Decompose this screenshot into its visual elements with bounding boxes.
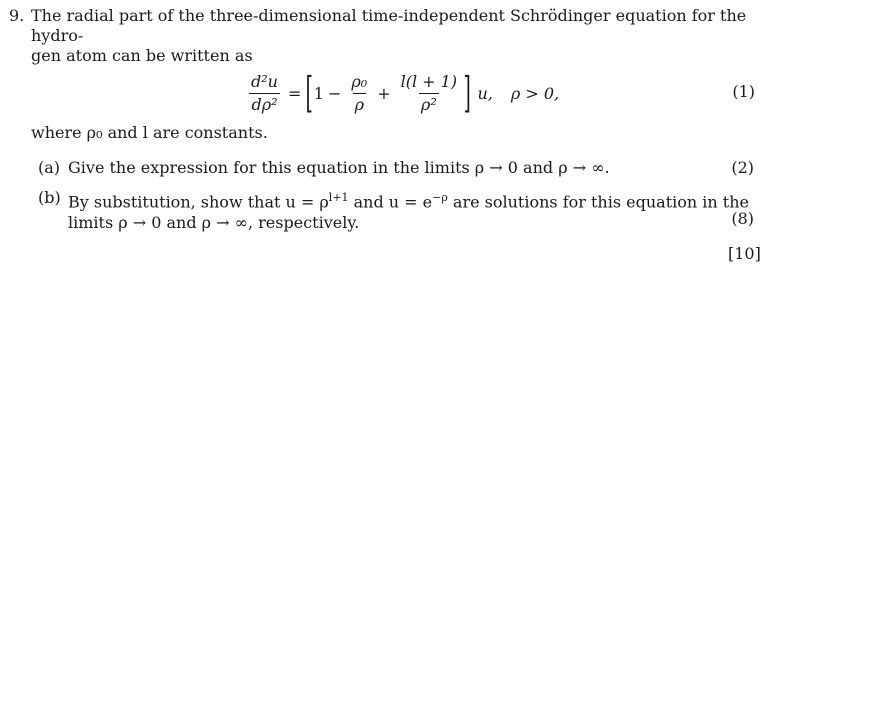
part-b-exponent-1: l+1 (328, 191, 349, 204)
frac2-numerator: l(l + 1) (400, 71, 458, 91)
angular-term-fraction (399, 73, 459, 114)
equation-tail: u, (477, 83, 493, 103)
part-b-label: (b) (38, 188, 61, 207)
rho0-over-rho-fraction (349, 73, 369, 114)
part-a-text: Give the expression for this equation in the limits ρ → 0 and ρ → ∞. (68, 158, 610, 177)
part-a-label: (a) (38, 158, 61, 177)
frac1-numerator: ρ₀ (351, 71, 368, 91)
frac1-denominator: ρ (354, 94, 364, 114)
term-one: 1 (313, 83, 324, 103)
equation-body (245, 64, 559, 122)
equation-condition: ρ > 0, (510, 83, 560, 103)
total-marks: [10] (728, 244, 761, 263)
intro-line-1: The radial part of the three-dimensional time-independent Schrödinger equation for the hydro- (31, 6, 747, 45)
equation-number: (1) (732, 82, 755, 101)
equation-1 (245, 64, 765, 124)
right-bracket: ] (463, 68, 471, 117)
part-b-text-2: and u = e (348, 192, 433, 212)
lhs-fraction (249, 73, 280, 114)
part-b-marks: (8) (731, 209, 754, 228)
question-9 (9, 6, 769, 66)
part-b-exponent-2: −ρ (432, 191, 448, 204)
left-bracket: [ (305, 68, 314, 117)
question-intro (31, 6, 769, 66)
part-b-line-2: limits ρ → 0 and ρ → ∞, respectively. (68, 213, 360, 233)
part-a (38, 157, 754, 178)
question-number: 9. (9, 6, 25, 25)
lhs-denominator: dρ² (251, 94, 278, 114)
lhs-numerator: d²u (251, 71, 278, 91)
where-line: where ρ₀ and l are constants. (31, 123, 268, 142)
part-b-text-1: By substitution, show that u = ρ (68, 192, 329, 212)
minus-sign: − (327, 83, 342, 103)
part-b (38, 187, 754, 233)
intro-line-2: gen atom can be written as (31, 46, 253, 65)
equals-sign: = (287, 83, 302, 103)
part-a-marks: (2) (731, 158, 754, 177)
part-b-text-3: are solutions for this equation in the (447, 192, 749, 212)
part-b-line-1 (68, 187, 754, 212)
plus-sign: + (377, 83, 391, 103)
frac2-denominator: ρ² (420, 94, 437, 114)
